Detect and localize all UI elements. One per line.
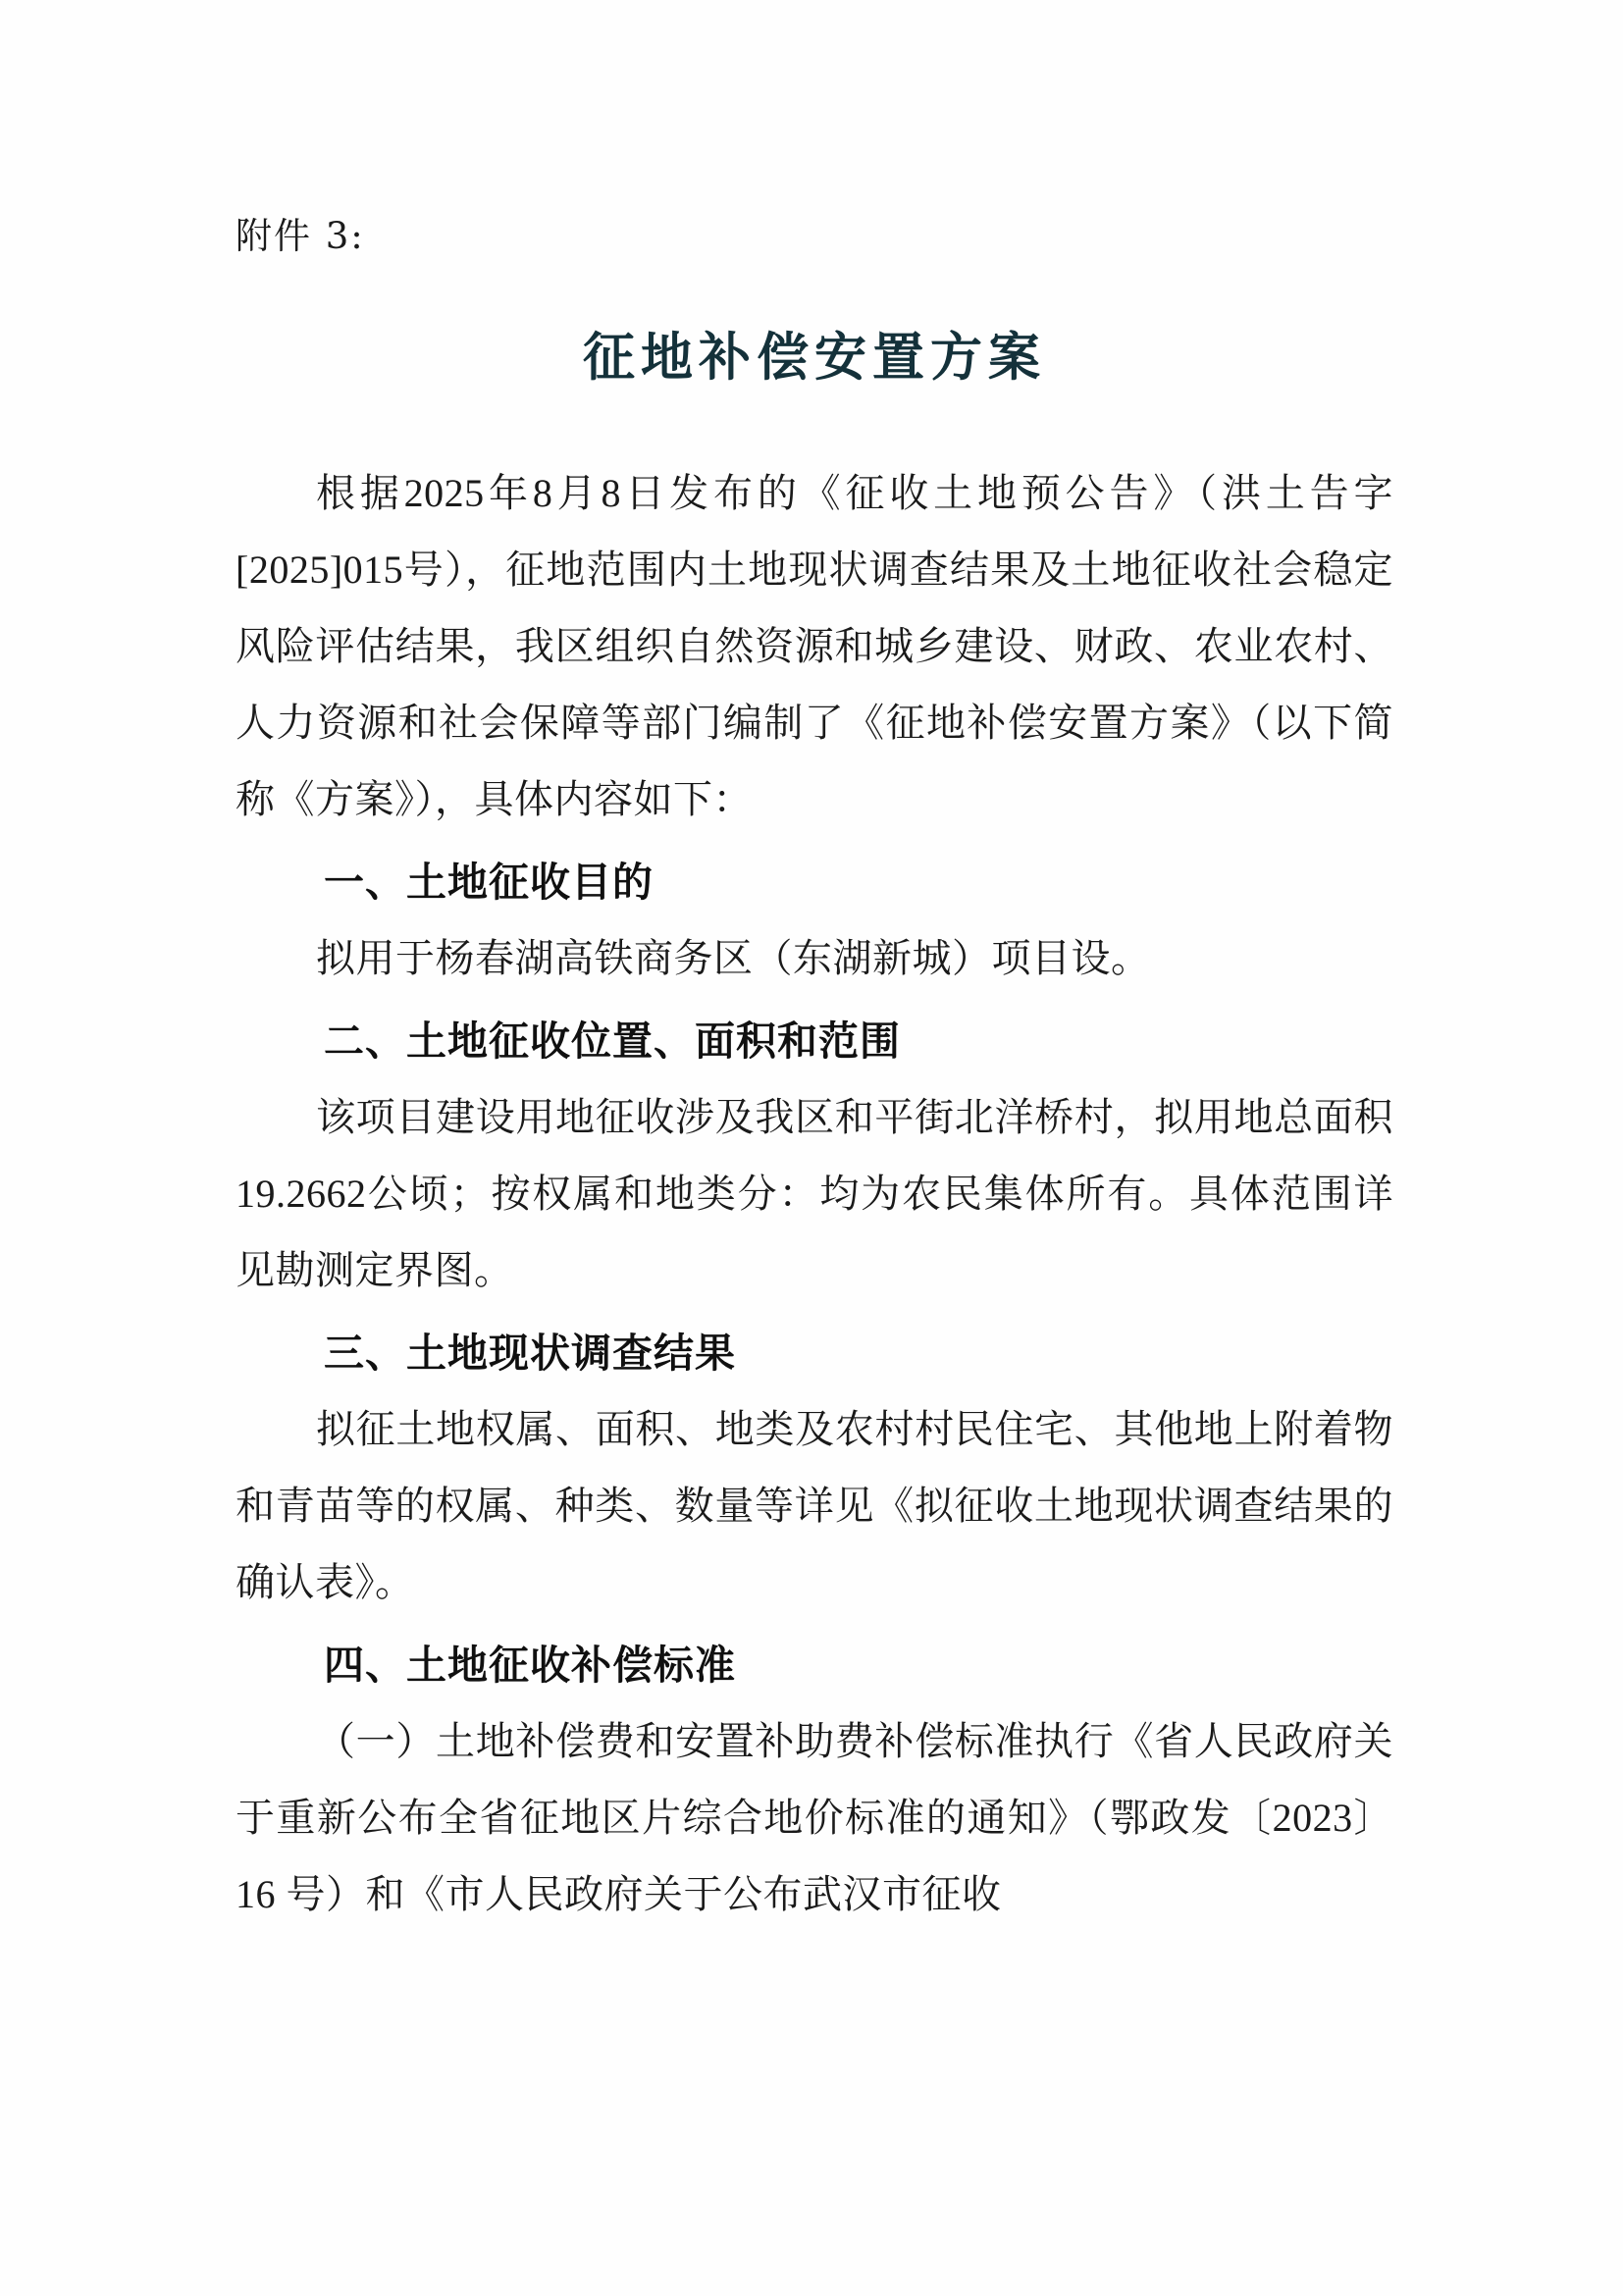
section-4-paragraph: （一）土地补偿费和安置补助费补偿标准执行《省人民政府关于重新公布全省征地区片综合地价标准的通知》（鄂政发〔2023〕16 号）和《市人民政府关于公布武汉市征收 bbox=[236, 1719, 1393, 1916]
page-title: 征地补偿安置方案 bbox=[583, 327, 1046, 388]
document-content bbox=[236, 206, 1393, 1939]
section-4 bbox=[236, 1627, 1393, 1933]
section-1-paragraph: 拟用于杨春湖高铁商务区（东湖新城）项目设。 bbox=[316, 936, 1151, 980]
section-4-heading: 四、土地征收补偿标准 bbox=[324, 1642, 736, 1689]
section-3-heading: 三、土地现状调查结果 bbox=[324, 1330, 736, 1377]
intro-paragraph: 根据2025年8月8日发布的《征收土地预公告》（洪土告字[2025]015号），征地范围内土地现状调查结果及土地征收社会稳定风险评估结果，我区组织自然资源和城乡建设、财政、农业农村、人力资源和社会保障等部门编制了《征地补偿安置方案》（以下简称《方案》），具体内容如下： bbox=[236, 471, 1393, 821]
section-3 bbox=[236, 1315, 1393, 1621]
section-2 bbox=[236, 1003, 1393, 1309]
section-1-heading: 一、土地征收目的 bbox=[324, 859, 654, 906]
attachment-label: 附件 3: bbox=[236, 215, 365, 257]
section-1 bbox=[236, 844, 1393, 997]
section-3-paragraph: 拟征土地权属、面积、地类及农村村民住宅、其他地上附着物和青苗等的权属、种类、数量等详见《拟征收土地现状调查结果的确认表》。 bbox=[236, 1407, 1393, 1604]
section-2-heading: 二、土地征收位置、面积和范围 bbox=[324, 1018, 901, 1065]
section-2-paragraph: 该项目建设用地征收涉及我区和平街北洋桥村，拟用地总面积19.2662公顷；按权属和地类分：均为农民集体所有。具体范围详见勘测定界图。 bbox=[236, 1095, 1393, 1292]
